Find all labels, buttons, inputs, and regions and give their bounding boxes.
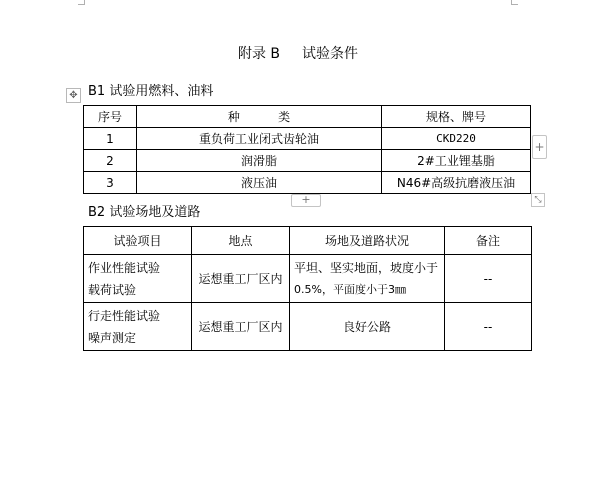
cell-line: 平坦、坚实地面，坡度小于: [294, 260, 439, 275]
table-move-handle[interactable]: [66, 88, 81, 103]
cell-condition: [290, 255, 445, 303]
cell-type: 润滑脂: [137, 150, 382, 172]
page-corner-mark-right: [511, 0, 518, 5]
move-icon: ✥: [69, 90, 78, 101]
cell-remark: --: [445, 303, 532, 351]
table-row: [84, 172, 531, 194]
cell-line: 行走性能试验: [88, 308, 161, 323]
cell-line: 0.5%，平面度小于3㎜: [294, 282, 406, 296]
col-header-condition: 场地及道路状况: [290, 227, 445, 255]
col-header-no: 序号: [84, 106, 137, 128]
cell-location: 运想重工厂区内: [192, 255, 290, 303]
cell-remark: --: [445, 255, 532, 303]
page-corner-mark-left: [78, 0, 85, 5]
cell-test-item: [84, 255, 192, 303]
cell-no: 2: [84, 150, 137, 172]
cell-spec: 2#工业锂基脂: [382, 150, 531, 172]
cell-location: 运想重工厂区内: [192, 303, 290, 351]
resize-icon: ⤡: [534, 195, 542, 205]
section-b2-heading: B2 试验场地及道路: [88, 205, 201, 220]
appendix-title: 试验条件: [302, 46, 359, 62]
table-row: [84, 128, 531, 150]
page-title: [0, 43, 596, 63]
table-header-row: [84, 227, 532, 255]
fuel-oil-table[interactable]: [83, 105, 531, 194]
table-resize-handle[interactable]: [531, 193, 545, 207]
cell-condition: 良好公路: [290, 303, 445, 351]
col-header-type: 种 类: [137, 106, 382, 128]
cell-no: 3: [84, 172, 137, 194]
col-header-location: 地点: [192, 227, 290, 255]
col-header-spec: 规格、牌号: [382, 106, 531, 128]
cell-type: 重负荷工业闭式齿轮油: [137, 128, 382, 150]
cell-line: 载荷试验: [88, 282, 137, 297]
cell-type: 液压油: [137, 172, 382, 194]
cell-line: 噪声测定: [88, 330, 137, 345]
table-row: [84, 150, 531, 172]
test-site-table[interactable]: [83, 226, 532, 351]
cell-no: 1: [84, 128, 137, 150]
appendix-number: 附录 B: [237, 46, 281, 62]
section-b1-heading: B1 试验用燃料、油料: [88, 84, 214, 99]
cell-test-item: [84, 303, 192, 351]
cell-spec: CKD220: [382, 128, 531, 150]
cell-line: 作业性能试验: [88, 260, 161, 275]
col-header-remark: 备注: [445, 227, 532, 255]
add-row-button[interactable]: +: [291, 194, 321, 207]
cell-spec: N46#高级抗磨液压油: [382, 172, 531, 194]
col-header-item: 试验项目: [84, 227, 192, 255]
table-row: [84, 303, 532, 351]
table-row: [84, 255, 532, 303]
add-column-button[interactable]: +: [532, 135, 547, 159]
table-header-row: [84, 106, 531, 128]
